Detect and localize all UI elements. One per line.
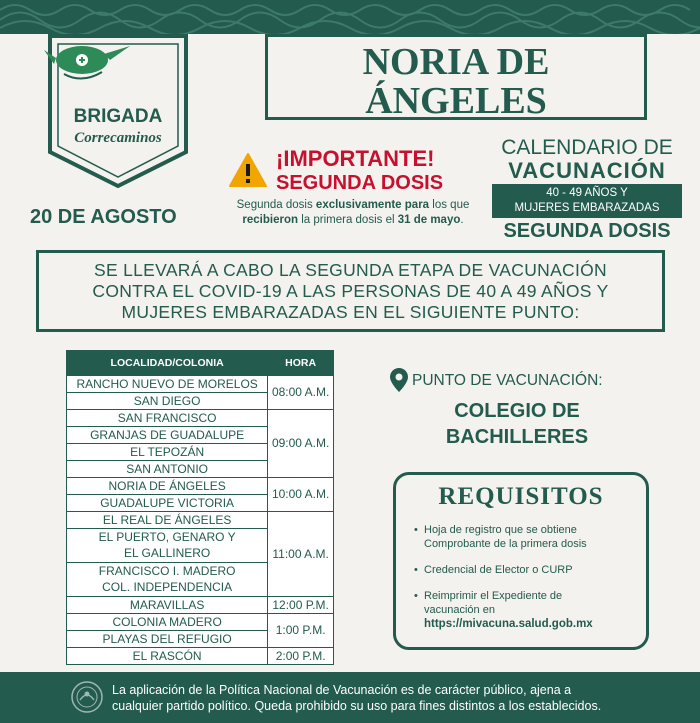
list-item: [414, 563, 640, 577]
table-row: [67, 410, 334, 427]
locality-cell: NORIA DE ÁNGELES: [67, 478, 268, 495]
requirement-text: • Credencial de Elector o CURP: [424, 564, 573, 576]
calendar-line1: CALENDARIO DE: [501, 136, 673, 159]
age-group-box: [492, 184, 682, 218]
age-group-line1: 40 - 49 AÑOS Y: [546, 187, 628, 199]
location-title: [268, 43, 644, 121]
vaccine-url-link[interactable]: https://mivacuna.salud.gob.mx: [424, 618, 593, 630]
locality-cell: COL. INDEPENDENCIA: [67, 580, 268, 597]
time-cell: 10:00 A.M.: [268, 478, 334, 512]
locality-cell: GRANJAS DE GUADALUPE: [67, 427, 268, 444]
requirements-list: [414, 523, 640, 631]
important-text-bold: exclusivamente para: [315, 199, 430, 211]
time-cell: 09:00 A.M.: [268, 410, 334, 478]
locality-cell: EL TEPOZÁN: [67, 444, 268, 461]
locality-cell: COLONIA MADERO: [67, 614, 268, 631]
table-row: [67, 614, 334, 631]
vaccination-point-place: [395, 398, 639, 450]
time-cell: 08:00 A.M.: [268, 376, 334, 410]
calendar-line3: SEGUNDA DOSIS: [503, 220, 671, 242]
requirements-title: REQUISITOS: [438, 483, 604, 510]
important-heading: ¡IMPORTANTE!: [276, 146, 435, 171]
brigada-badge: [44, 34, 192, 188]
footer: [0, 672, 700, 723]
locality-cell: SAN FRANCISCO: [67, 410, 268, 427]
warning-icon: [228, 152, 268, 188]
event-date: 20 DE AGOSTO: [30, 206, 177, 228]
time-cell: 2:00 P.M.: [268, 648, 334, 665]
time-cell: 1:00 P.M.: [268, 614, 334, 648]
locality-cell: PLAYAS DEL REFUGIO: [67, 631, 268, 648]
list-item: [414, 589, 640, 631]
place-line1: COLEGIO DE: [454, 400, 580, 422]
requirement-text: vacunación en: [424, 604, 495, 616]
locality-cell: RANCHO NUEVO DE MORELOS: [67, 376, 268, 393]
list-item: [414, 523, 640, 551]
locality-cell: SAN DIEGO: [67, 393, 268, 410]
location-title-line1: NORIA DE: [362, 41, 550, 83]
footer-line2: cualquier partido político. Queda prohibido su uso para fines distintos a los establecidos.: [112, 699, 602, 713]
announcement-line1: SE LLEVARÁ A CABO LA SEGUNDA ETAPA DE VACUNACIÓN: [94, 260, 607, 280]
important-subheading: SEGUNDA DOSIS: [276, 172, 444, 194]
locality-cell: EL GALLINERO: [67, 546, 268, 563]
requirements-box: [393, 472, 649, 650]
requirement-text: • Hoja de registro que se obtiene: [424, 524, 577, 536]
location-title-line2: ÁNGELES: [365, 80, 547, 122]
important-text-part: los que: [429, 199, 470, 211]
table-row: [67, 478, 334, 495]
table-row: [67, 648, 334, 665]
locality-cell: EL RASCÓN: [67, 648, 268, 665]
place-line2: BACHILLERES: [445, 426, 589, 448]
table-row: [67, 597, 334, 614]
announcement-line2: CONTRA EL COVID-19 A LAS PERSONAS DE 40 A 49 AÑOS Y: [92, 281, 609, 301]
important-text-part: Segunda dosis: [236, 199, 316, 211]
requirement-text: • Reimprimir el Expediente de: [424, 590, 563, 602]
vaccination-point-label: PUNTO DE VACUNACIÓN:: [412, 372, 603, 389]
locality-cell: SAN ANTONIO: [67, 461, 268, 478]
schedule-table: [66, 350, 334, 665]
announcement-line3: MUJERES EMBARAZADAS EN EL SIGUIENTE PUNTO:: [121, 302, 580, 322]
requirement-text: Comprobante de la primera dosis: [424, 538, 587, 550]
table-header-row: [67, 351, 334, 376]
location-title-box: [265, 34, 647, 120]
calendar-line2: VACUNACIÓN: [508, 158, 666, 183]
age-group-line2: MUJERES EMBARAZADAS: [514, 202, 660, 214]
footer-disclaimer: [112, 682, 672, 714]
important-text-bold: recibieron: [242, 214, 299, 226]
time-cell: 11:00 A.M.: [268, 512, 334, 597]
locality-cell: EL REAL DE ÁNGELES: [67, 512, 268, 529]
ornament-pattern-icon: [0, 0, 700, 34]
location-pin-icon: [390, 368, 408, 392]
important-text: [224, 198, 482, 228]
table-row: [67, 376, 334, 393]
badge-subtitle: Correcaminos: [74, 130, 162, 146]
top-decorative-band: [0, 0, 700, 34]
important-text-part: la primera dosis el: [298, 214, 398, 226]
important-text-bold: 31 de mayo: [397, 214, 461, 226]
footer-line1: La aplicación de la Política Nacional de Vacunación es de carácter público, ajena a: [112, 683, 572, 697]
roadrunner-logo-icon: [44, 34, 132, 84]
column-header-locality: LOCALIDAD/COLONIA: [67, 351, 268, 376]
badge-title: BRIGADA: [73, 106, 163, 127]
important-text-part: .: [460, 214, 464, 226]
column-header-time: HORA: [268, 351, 334, 376]
locality-cell: GUADALUPE VICTORIA: [67, 495, 268, 512]
announcement-box: [36, 250, 665, 332]
locality-cell: MARAVILLAS: [67, 597, 268, 614]
time-cell: 12:00 P.M.: [268, 597, 334, 614]
locality-cell: FRANCISCO I. MADERO: [67, 563, 268, 580]
table-row: [67, 512, 334, 529]
government-seal-icon: [70, 680, 104, 714]
locality-cell: EL PUERTO, GENARO Y: [67, 529, 268, 546]
